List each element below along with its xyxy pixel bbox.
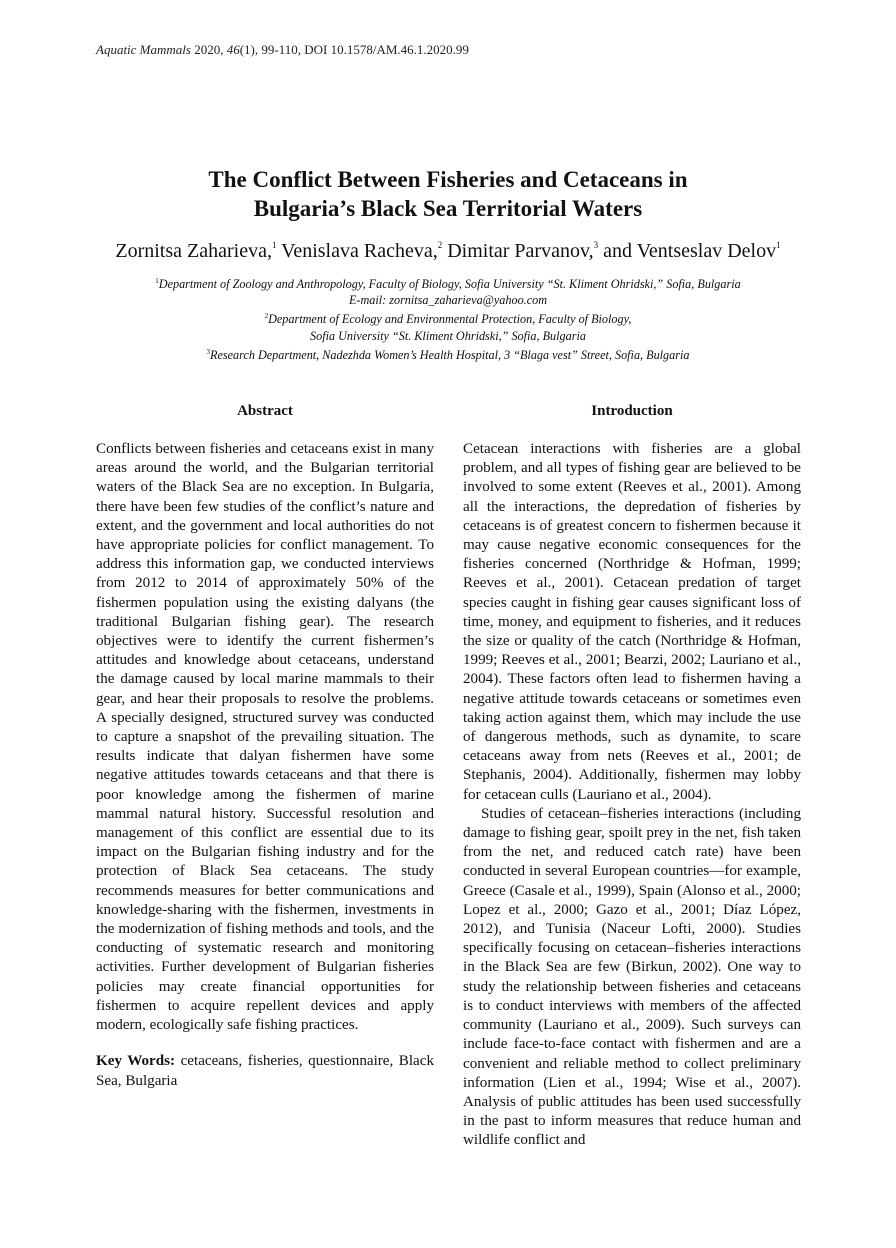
keywords-text: cetaceans, fisheries, questionnaire, Black Sea, Bulgaria: [96, 1053, 435, 1089]
journal-year: 2020,: [194, 42, 224, 57]
keywords-label: Key Words:: [96, 1053, 176, 1070]
author-affiliation-mark: 1: [776, 240, 781, 250]
paper-title-line-1: The Conflict Between Fisheries and Cetaceans in: [208, 167, 688, 192]
author-affiliation-mark: 3: [593, 240, 599, 250]
affiliation-2: [0, 308, 896, 327]
author-affiliation-mark: 1: [271, 240, 277, 250]
abstract-column: [96, 402, 434, 1091]
journal-volume: 46: [226, 42, 240, 57]
paper-title: [0, 165, 896, 223]
abstract-heading: Abstract: [237, 403, 293, 419]
affiliation-2-continued: Sofia University “St. Kliment Ohridski,” Sofia, Bulgaria: [310, 328, 586, 343]
introduction-paragraph-1: Cetacean interactions with fisheries are a global problem, and all types of fishing gear are believed to be involved to some extent (Reeves et al., 2001). Among all the interactions, the depredation of fisheries by cetaceans is of greatest concern to fishermen because it may cause negative economic consequences for the fisheries concerned (Northridge & Hofman, 1999; Reeves et al., 2001). Cetacean predation of target species caught in fishing gear causes significant loss of time, money, and equipment to fisheries, and it reduces the size or quality of the catch (Northridge & Hofman, 1999; Reeves et al., 2001; Bearzi, 2002; Lauriano et al., 2004). These factors often lead to fishermen having a negative attitude towards cetaceans or sometimes even taking action against them, which may include the use of dangerous methods, such as dynamite, to scare cetaceans away from nets (Reeves et al., 2001; de Stephanis, 2004). Additionally, fishermen may lobby for cetacean culls (Lauriano et al., 2004).: [463, 441, 801, 803]
paper-title-line-2: Bulgaria’s Black Sea Territorial Waters: [253, 196, 643, 221]
journal-issue-pages: (1), 99-110, DOI 10.1578/AM.46.1.2020.99: [239, 42, 469, 57]
abstract-text: Conflicts between fisheries and cetaceans exist in many areas around the world, and the Bulgarian territorial waters of the Black Sea are no exception. In Bulgaria, there have been few studies of the conflict’s nature and extent, and the government and local authorities do not have appropriate policies for conflict management. To address this information gap, we conducted interviews from 2012 to 2014 of approximately 50% of the fishermen population using the existing dalyans (the traditional Bulgarian fishing gear). The research objectives were to identify the current fishermen’s attitudes and knowledge about cetaceans, understand the damage caused by local marine mammals to their gear, and hear their proposals to resolve the problems. A specially designed, structured survey was conducted to capture a snapshot of the prevailing situation. The results indicate that dalyan fishermen have some negative attitudes towards cetaceans and that there is poor knowledge among the fishermen of marine mammal natural history. Successful resolution and management of this conflict are essential due to its impact on the Bulgarian fishing industry and for the protection of Black Sea cetaceans. The study recommends measures for better communications and knowledge-sharing with the fishermen, investments in the modernization of fishing methods and tools, and the conducting of systematic research and monitoring activities. Further development of Bulgarian fisheries policies may create financial opportunities for fishermen to acquire repellent devices and apply modern, ecologically safe fishing practices.: [96, 441, 434, 1034]
affiliation-text: Department of Ecology and Environmental Protection, Faculty of Biology,: [268, 312, 632, 327]
author-name: Zornitsa Zaharieva,: [115, 240, 272, 262]
author-affiliation-mark: 2: [437, 240, 443, 250]
keywords: [96, 1052, 434, 1090]
affiliation-text: Department of Zoology and Anthropology, Faculty of Biology, Sofia University “St. Kliment Ohridski,” Sofia, Bulgaria: [158, 277, 741, 291]
affiliation-3: [0, 344, 896, 363]
author-name: Venislava Racheva,: [281, 240, 438, 262]
author-name: Dimitar Parvanov,: [447, 240, 594, 262]
introduction-paragraph-2: Studies of cetacean–fisheries interactions (including damage to fishing gear, spoilt prey in the net, fish taken from the net, and reduced catch rate) have been conducted in several European countries—for example, Greece (Casale et al., 1999), Spain (Alonso et al., 2000; Lopez et al., 2000; Gazo et al., 2001; Díaz López, 2012), and Tunisia (Naceur Lofti, 2000). Studies specifically focusing on cetacean–fisheries interactions in the Black Sea are few (Birkun, 2002). One way to study the relationship between fisheries and cetaceans is to conduct interviews with members of the affected community (Lauriano et al., 2009). Such surveys can include face-to-face contact with fishermen and are a convenient and reliable method to collect preliminary information (Lien et al., 1994; Wise et al., 2007). Analysis of public attitudes has been used successfully in the past to inform measures that reduce human and wildlife conflict and: [463, 805, 801, 1149]
author-list: [0, 232, 896, 264]
affiliation-text: Research Department, Nadezhda Women’s Health Hospital, 3 “Blaga vest” Street, Sofia, Bulgaria: [210, 347, 690, 362]
journal-name: Aquatic Mammals: [96, 42, 191, 57]
affiliations: [0, 273, 896, 363]
affiliation-mark: 3: [206, 347, 211, 356]
introduction-column: [463, 402, 801, 1151]
affiliation-mark: 2: [264, 312, 269, 321]
affiliation-1: [0, 273, 896, 292]
affiliation-mark: 1: [155, 277, 159, 285]
author-name: and Ventseslav Delov: [603, 240, 777, 262]
contact-email: E-mail: zornitsa_zaharieva@yahoo.com: [348, 293, 548, 308]
introduction-heading: Introduction: [591, 403, 673, 419]
running-head: [96, 42, 469, 58]
